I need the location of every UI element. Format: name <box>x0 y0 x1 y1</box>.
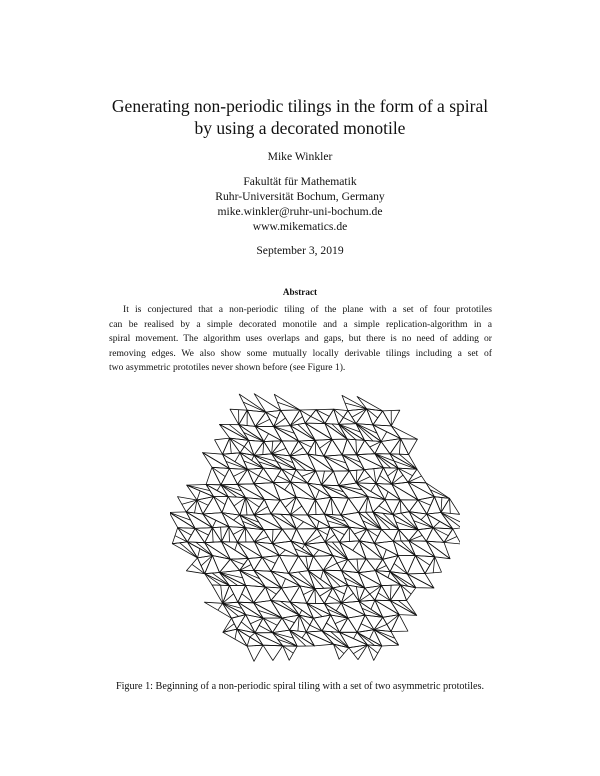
tile <box>376 468 392 485</box>
tile-decoration <box>366 512 382 529</box>
tile <box>356 409 373 425</box>
tile <box>223 618 237 632</box>
publication-date: September 3, 2019 <box>256 244 344 257</box>
tile <box>254 570 282 588</box>
tile <box>390 585 406 601</box>
tile <box>172 528 187 544</box>
tile-decoration <box>212 573 229 585</box>
tile-decoration <box>229 527 230 542</box>
tile <box>239 425 264 442</box>
tile <box>172 542 197 558</box>
tile-decoration <box>235 542 238 550</box>
tile <box>324 439 342 456</box>
tile-decoration <box>385 492 388 500</box>
tile <box>418 497 434 514</box>
tile <box>271 588 290 602</box>
tile-decoration <box>398 601 416 616</box>
tile <box>300 586 315 603</box>
tile-decoration <box>383 550 387 560</box>
tile <box>206 467 221 485</box>
tile <box>290 441 308 456</box>
tile-decoration <box>296 522 303 529</box>
tile-decoration <box>217 485 221 491</box>
tile <box>247 410 266 426</box>
tile-decoration <box>221 485 237 497</box>
tile <box>305 410 325 424</box>
tile <box>272 441 290 456</box>
tile-decoration <box>178 528 192 536</box>
tile <box>315 588 333 604</box>
tile <box>203 497 222 514</box>
tile <box>230 438 249 453</box>
tile <box>263 618 282 633</box>
tile <box>223 586 238 604</box>
tile-decoration <box>339 424 356 439</box>
tile-decoration <box>369 630 374 640</box>
tile-decoration <box>313 550 319 556</box>
tile <box>322 615 340 632</box>
tile-decoration <box>279 550 285 556</box>
tile-decoration <box>235 629 237 639</box>
tile-decoration <box>254 507 268 515</box>
tile-decoration <box>323 570 340 586</box>
tile-decoration <box>229 425 248 441</box>
tile <box>342 439 356 455</box>
tile <box>254 603 282 618</box>
tile <box>376 484 400 500</box>
tile <box>348 615 365 632</box>
tile <box>290 586 307 603</box>
tile <box>271 556 289 574</box>
abstract-body <box>109 303 492 376</box>
tile <box>271 571 300 588</box>
tile-decoration <box>356 440 357 455</box>
tile <box>281 586 300 602</box>
tile <box>356 424 381 442</box>
tile <box>426 483 450 499</box>
tile-decoration <box>235 453 240 462</box>
tile <box>392 484 418 500</box>
tile <box>223 603 246 618</box>
tile-decoration <box>264 434 269 442</box>
tile-decoration <box>321 570 324 579</box>
tile <box>221 469 238 485</box>
tile <box>291 482 316 500</box>
tile-decoration <box>302 632 306 638</box>
tile <box>291 470 308 484</box>
tile-decoration <box>282 469 294 476</box>
tile-decoration <box>383 513 399 529</box>
tile <box>368 645 382 661</box>
tile-decoration <box>315 490 319 499</box>
tile-decoration <box>198 549 200 558</box>
tile-decoration <box>375 454 391 468</box>
tile <box>238 585 254 602</box>
tile <box>400 500 418 512</box>
tile <box>239 394 266 412</box>
tile <box>266 410 281 426</box>
tile <box>315 439 332 456</box>
tile-decoration <box>354 632 358 638</box>
tile-decoration <box>450 498 451 513</box>
tile-decoration <box>315 440 316 455</box>
tile <box>305 529 326 545</box>
tile-decoration <box>315 500 316 515</box>
tile <box>262 556 279 572</box>
tile-decoration <box>218 603 223 610</box>
tile-decoration <box>381 432 387 442</box>
spiral-tiling-figure <box>170 380 460 670</box>
tile <box>324 456 349 471</box>
tile <box>178 497 198 512</box>
tile-decoration <box>298 424 316 440</box>
tile-decoration <box>332 542 348 559</box>
tiling-edges <box>170 394 460 662</box>
affiliation-faculty: Fakultät für Mathematik <box>243 175 357 188</box>
tile <box>263 645 283 660</box>
tile-decoration <box>245 528 246 542</box>
tile-decoration <box>371 484 376 492</box>
tile-decoration <box>302 544 305 549</box>
tile <box>333 585 348 603</box>
abstract-line: spiral movement. The algorithm uses overlaps and gaps, but there is no need of adding or <box>109 333 492 345</box>
tile-decoration <box>197 491 200 500</box>
tile-decoration <box>398 468 412 476</box>
tile <box>398 556 415 574</box>
tile-decoration <box>390 585 391 600</box>
tile <box>426 528 444 543</box>
tile <box>229 585 245 602</box>
tile <box>415 556 434 574</box>
abstract-line: can be realised by a simple decorated monotile and a simple replication-algorithm in a <box>109 318 492 330</box>
tile <box>274 410 291 426</box>
tile <box>374 617 391 631</box>
tile <box>375 586 390 601</box>
tile-decoration <box>315 589 316 604</box>
tile-decoration <box>336 603 341 611</box>
tile <box>254 394 281 412</box>
tile-decoration <box>281 579 285 588</box>
tile <box>373 411 391 426</box>
tile <box>357 440 375 454</box>
tile-decoration <box>221 527 222 542</box>
tile-decoration <box>353 541 360 551</box>
tile <box>383 615 399 632</box>
tile <box>385 500 400 515</box>
tile <box>313 556 333 571</box>
tile-decoration <box>441 498 442 513</box>
tile <box>325 527 339 542</box>
tile-decoration <box>247 637 250 646</box>
tile <box>281 410 300 426</box>
tile <box>254 484 280 500</box>
tile-decoration <box>433 521 440 527</box>
tile <box>339 542 366 559</box>
tile-decoration <box>285 482 291 490</box>
tile <box>254 499 271 515</box>
tile <box>409 541 435 557</box>
tile-decoration <box>281 601 300 615</box>
tile-decoration <box>356 424 373 441</box>
tile <box>205 556 220 574</box>
tile <box>240 559 254 571</box>
tile <box>254 530 272 544</box>
tile-decoration <box>212 528 213 543</box>
author-email: mike.winkler@ruhr-uni-bochum.de <box>217 205 383 218</box>
tile-decoration <box>345 403 367 409</box>
tile <box>433 528 453 543</box>
tile <box>367 529 382 543</box>
tile <box>313 615 330 631</box>
abstract-line: removing edges. We also show some mutually locally derivable tilings including a set of <box>109 347 492 359</box>
tile <box>279 556 298 574</box>
tile-decoration <box>421 514 427 520</box>
tile-decoration <box>205 574 221 586</box>
tile-decoration <box>180 543 198 558</box>
tile <box>222 497 240 515</box>
abstract-heading: Abstract <box>282 287 318 297</box>
tile <box>308 556 323 570</box>
tile <box>282 441 299 456</box>
tile <box>399 529 418 540</box>
abstract-line: two asymmetric prototiles never shown before (see Figure 1). <box>109 362 346 374</box>
tile <box>331 615 348 632</box>
tile <box>283 646 298 661</box>
tile-decoration <box>399 439 400 455</box>
tile <box>390 556 407 574</box>
tile <box>407 556 425 574</box>
tile <box>255 412 273 426</box>
author-website: www.mikematics.de <box>252 220 348 233</box>
tile <box>391 615 408 632</box>
tile-decoration <box>272 529 273 543</box>
tile <box>254 557 271 571</box>
tile <box>398 468 417 482</box>
tile-decoration <box>388 572 390 578</box>
tile <box>246 615 263 633</box>
tile <box>215 438 230 454</box>
tile-decoration <box>433 528 448 536</box>
tile <box>391 426 417 439</box>
tile-decoration <box>252 455 254 460</box>
tile <box>198 556 213 574</box>
tile-decoration <box>234 515 240 520</box>
tile-decoration <box>317 521 319 529</box>
tile-decoration <box>299 610 302 615</box>
affiliation-block <box>0 174 600 234</box>
tile <box>237 615 255 633</box>
tile <box>247 645 263 661</box>
tile <box>273 633 298 647</box>
tile-decoration <box>250 633 255 637</box>
tile <box>263 468 281 483</box>
tile <box>282 529 296 541</box>
tile-decoration <box>400 500 401 513</box>
title-line-2: by using a decorated monotile <box>194 118 406 138</box>
title-line-1: Generating non-periodic tilings in the form of a spiral <box>111 96 489 116</box>
figure-caption: Figure 1: Beginning of a non-periodic spiral tiling with a set of two asymmetric prototiles. <box>115 681 485 692</box>
tile <box>212 467 229 485</box>
tile <box>357 397 383 411</box>
tile <box>348 497 367 513</box>
paper-title <box>0 95 600 139</box>
tile-decoration <box>212 520 216 527</box>
tile-decoration <box>371 600 375 609</box>
tile <box>330 527 349 542</box>
tile <box>271 500 290 515</box>
tile <box>246 498 265 515</box>
tile <box>390 601 416 616</box>
tile-decoration <box>263 442 264 455</box>
abstract-line: It is conjectured that a non-periodic tiling of the plane with a set of four prototiles <box>123 304 492 315</box>
affiliation-university: Ruhr-Universität Bochum, Germany <box>215 190 385 203</box>
tile-decoration <box>399 454 417 469</box>
tile <box>187 528 204 542</box>
tile <box>401 439 418 455</box>
tile-decoration <box>339 486 362 490</box>
tile <box>418 528 433 541</box>
tile <box>427 497 441 514</box>
author-name: Mike Winkler <box>267 150 333 163</box>
